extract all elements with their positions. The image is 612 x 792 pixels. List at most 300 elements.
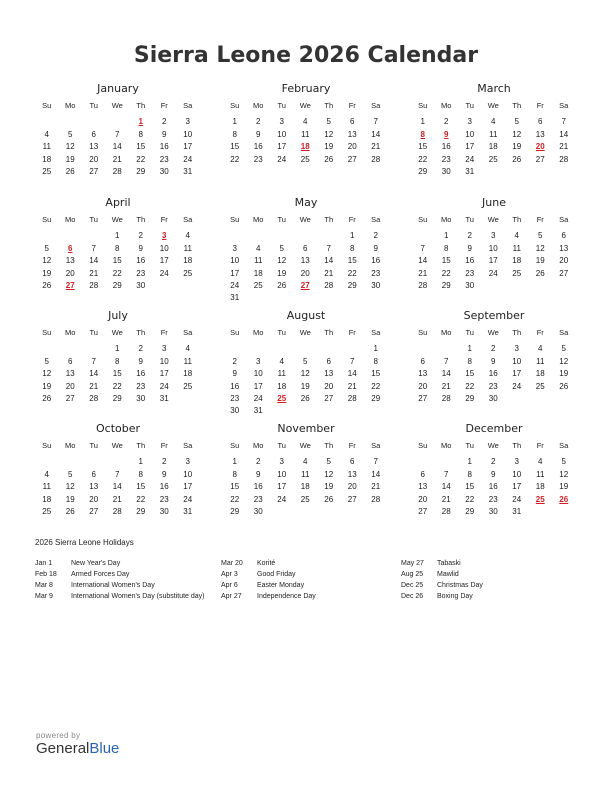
day-cell: 27 [418, 393, 428, 403]
empty-day-cell [247, 230, 271, 242]
day-cell: 16 [371, 256, 381, 266]
day-cell: 31 [253, 406, 263, 416]
empty-day-cell [35, 116, 59, 128]
empty-day-cell [505, 393, 529, 405]
empty-day-cell [106, 456, 130, 468]
week-row [35, 268, 201, 280]
day-cell: 5 [561, 344, 566, 354]
day-cell: 19 [535, 256, 545, 266]
holiday-name: Easter Monday [257, 582, 305, 589]
holiday-item [401, 591, 581, 602]
week-row [411, 506, 577, 518]
day-cell: 27 [89, 506, 99, 516]
week-row [35, 356, 201, 368]
day-cell: 12 [512, 129, 522, 139]
day-cell: 23 [159, 154, 169, 164]
day-cell: 15 [230, 142, 240, 152]
day-cell: 9 [232, 369, 237, 379]
day-cell: 13 [347, 469, 357, 479]
day-cell: 3 [185, 117, 190, 127]
day-cell: 31 [230, 293, 240, 303]
holiday-date: Mar 8 [35, 582, 53, 589]
day-cell: 22 [112, 268, 122, 278]
day-cell: 17 [277, 482, 287, 492]
day-cell: 30 [465, 280, 475, 290]
week-row [35, 393, 201, 405]
day-cell: 3 [279, 457, 284, 467]
day-cell: 7 [115, 469, 120, 479]
holiday-column [221, 558, 401, 602]
month-september [411, 309, 577, 405]
day-cell: 6 [350, 457, 355, 467]
day-cell: 26 [65, 166, 75, 176]
day-cell: 17 [253, 381, 263, 391]
day-cell: 14 [441, 369, 451, 379]
week-row [411, 381, 577, 393]
empty-day-cell [82, 343, 106, 355]
day-cell: 18 [253, 268, 263, 278]
week-row [223, 129, 389, 141]
day-cell: 13 [347, 129, 357, 139]
week-row [411, 481, 577, 493]
day-cell: 28 [441, 506, 451, 516]
week-row [35, 494, 201, 506]
weekday-label: Tu [465, 215, 474, 224]
day-cell: 23 [465, 268, 475, 278]
weekday-label: Su [42, 328, 52, 337]
day-cell: 2 [162, 117, 167, 127]
day-cell: 26 [535, 268, 545, 278]
weekday-label: Fr [160, 441, 168, 450]
weekday-label: Sa [371, 215, 381, 224]
weekday-label: Fr [536, 441, 544, 450]
day-cell: 4 [44, 129, 49, 139]
weekday-label: Su [418, 441, 428, 450]
day-cell: 19 [300, 381, 310, 391]
holiday-date: Dec 25 [401, 582, 424, 589]
day-cell: 22 [418, 154, 428, 164]
day-cell: 21 [371, 142, 381, 152]
day-cell: 16 [230, 381, 240, 391]
holiday-date: Apr 6 [221, 582, 238, 589]
brand-logo [36, 740, 119, 758]
day-cell: 21 [371, 482, 381, 492]
weekday-label: Mo [441, 328, 452, 337]
day-cell: 22 [465, 381, 475, 391]
month-name: March [477, 82, 511, 95]
weekday-label: Su [230, 101, 240, 110]
month-june [411, 196, 577, 292]
empty-day-cell [223, 230, 247, 242]
day-cell: 4 [185, 344, 190, 354]
day-cell: 4 [256, 243, 261, 253]
day-cell: 29 [418, 166, 428, 176]
week-row [35, 456, 201, 468]
day-cell: 19 [559, 369, 569, 379]
empty-day-cell [153, 280, 177, 292]
weekday-label: Mo [65, 215, 76, 224]
day-cell: 26 [277, 280, 287, 290]
day-cell: 24 [159, 381, 169, 391]
day-cell: 4 [303, 457, 308, 467]
holiday-item [221, 558, 401, 569]
day-cell: 27 [418, 506, 428, 516]
week-row [223, 393, 389, 405]
day-cell: 7 [91, 356, 96, 366]
day-cell: 5 [326, 457, 331, 467]
day-cell: 3 [185, 457, 190, 467]
day-cell: 16 [253, 142, 263, 152]
week-row [411, 393, 577, 405]
day-cell: 21 [89, 381, 99, 391]
empty-day-cell [82, 230, 106, 242]
weekday-label: Mo [65, 441, 76, 450]
day-cell: 2 [138, 231, 143, 241]
week-row [223, 469, 389, 481]
day-cell: 8 [350, 243, 355, 253]
week-row [223, 280, 389, 292]
weekday-label: Fr [348, 215, 356, 224]
day-cell: 8 [115, 243, 120, 253]
day-cell: 3 [279, 117, 284, 127]
day-cell: 1 [373, 344, 378, 354]
weekday-header-row [35, 100, 201, 112]
empty-day-cell [270, 343, 294, 355]
day-cell: 23 [136, 268, 146, 278]
weekday-label: We [299, 328, 311, 337]
day-cell: 17 [159, 369, 169, 379]
week-row [411, 368, 577, 380]
day-cell: 14 [89, 256, 99, 266]
week-row [411, 343, 577, 355]
week-row [223, 356, 389, 368]
day-cell: 2 [491, 457, 496, 467]
day-cell: 21 [441, 381, 451, 391]
day-cell: 1 [232, 117, 237, 127]
day-cell: 8 [444, 243, 449, 253]
page-title: Sierra Leone 2026 Calendar [133, 43, 479, 68]
day-cell: 12 [65, 142, 75, 152]
day-cell: 3 [467, 117, 472, 127]
day-cell: 24 [465, 154, 475, 164]
day-cell: 12 [42, 369, 52, 379]
day-cell: 31 [183, 506, 193, 516]
month-november [223, 422, 389, 518]
day-cell: 21 [441, 494, 451, 504]
weekday-label: We [487, 215, 499, 224]
day-cell: 12 [65, 482, 75, 492]
day-cell: 1 [350, 231, 355, 241]
day-cell: 25 [183, 268, 193, 278]
week-row [223, 268, 389, 280]
empty-day-cell [529, 166, 553, 178]
weekday-label: Sa [559, 215, 569, 224]
week-row [223, 368, 389, 380]
week-row [411, 494, 577, 506]
weekday-label: Tu [89, 328, 98, 337]
day-cell: 8 [138, 469, 143, 479]
empty-day-cell [247, 343, 271, 355]
day-cell: 30 [488, 393, 498, 403]
weekday-label: Su [230, 215, 240, 224]
week-row [35, 230, 201, 242]
day-cell: 28 [371, 494, 381, 504]
day-cell: 28 [418, 280, 428, 290]
weekday-label: We [487, 101, 499, 110]
month-name: December [465, 422, 523, 435]
day-cell: 28 [89, 280, 99, 290]
day-cell: 30 [253, 506, 263, 516]
day-cell: 17 [183, 482, 193, 492]
weekday-label: Fr [160, 101, 168, 110]
weekday-label: Sa [559, 328, 569, 337]
day-cell: 12 [324, 129, 334, 139]
day-cell: 20 [347, 142, 357, 152]
day-cell: 14 [441, 482, 451, 492]
weekday-header-row [223, 214, 389, 226]
weekday-label: Tu [277, 101, 286, 110]
weekday-label: Tu [277, 441, 286, 450]
day-cell: 20 [418, 381, 428, 391]
empty-day-cell [341, 343, 365, 355]
day-cell: 15 [136, 142, 146, 152]
week-row [411, 255, 577, 267]
day-cell: 19 [42, 381, 52, 391]
day-cell: 24 [230, 280, 240, 290]
day-cell: 23 [136, 381, 146, 391]
day-cell: 20 [65, 381, 75, 391]
week-row [223, 255, 389, 267]
empty-day-cell [482, 280, 506, 292]
day-cell: 8 [232, 469, 237, 479]
day-cell: 8 [373, 356, 378, 366]
day-cell: 7 [420, 243, 425, 253]
day-cell: 22 [347, 268, 357, 278]
weekday-label: Su [418, 215, 428, 224]
holiday-day-cell: 8 [420, 129, 425, 139]
day-cell: 14 [371, 469, 381, 479]
empty-day-cell [341, 405, 365, 417]
empty-day-cell [35, 456, 59, 468]
weekday-header-row [223, 327, 389, 339]
day-cell: 29 [465, 506, 475, 516]
day-cell: 14 [324, 256, 334, 266]
empty-day-cell [294, 405, 318, 417]
empty-day-cell [294, 292, 318, 304]
day-cell: 3 [514, 457, 519, 467]
day-cell: 31 [512, 506, 522, 516]
weekday-label: Th [512, 101, 522, 110]
week-row [35, 129, 201, 141]
day-cell: 19 [65, 494, 75, 504]
weekday-header-row [35, 214, 201, 226]
weekday-label: Fr [348, 441, 356, 450]
day-cell: 11 [183, 243, 192, 253]
weekday-label: Th [136, 441, 146, 450]
day-cell: 11 [536, 356, 545, 366]
empty-day-cell [270, 506, 294, 518]
empty-day-cell [411, 456, 435, 468]
day-cell: 9 [138, 243, 143, 253]
day-cell: 9 [491, 469, 496, 479]
weekday-label: Su [230, 328, 240, 337]
day-cell: 6 [68, 356, 73, 366]
day-cell: 1 [138, 457, 143, 467]
day-cell: 28 [112, 166, 122, 176]
day-cell: 16 [136, 256, 146, 266]
day-cell: 10 [183, 129, 193, 139]
day-cell: 13 [418, 369, 428, 379]
weekday-label: Fr [536, 215, 544, 224]
day-cell: 2 [444, 117, 449, 127]
day-cell: 16 [136, 369, 146, 379]
day-cell: 18 [512, 256, 522, 266]
day-cell: 24 [512, 381, 522, 391]
weekday-label: Sa [371, 101, 381, 110]
day-cell: 16 [159, 142, 169, 152]
day-cell: 26 [42, 280, 52, 290]
day-cell: 2 [138, 344, 143, 354]
empty-day-cell [223, 343, 247, 355]
day-cell: 11 [512, 243, 521, 253]
day-cell: 16 [159, 482, 169, 492]
holiday-item [35, 569, 215, 580]
weekday-header-row [411, 100, 577, 112]
empty-day-cell [270, 405, 294, 417]
empty-day-cell [176, 393, 200, 405]
day-cell: 3 [256, 356, 261, 366]
day-cell: 16 [441, 142, 451, 152]
weekday-label: Mo [441, 101, 452, 110]
day-cell: 16 [465, 256, 475, 266]
day-cell: 12 [277, 256, 287, 266]
day-cell: 20 [300, 268, 310, 278]
day-cell: 17 [512, 369, 522, 379]
day-cell: 5 [303, 356, 308, 366]
day-cell: 13 [535, 129, 545, 139]
month-name: April [105, 196, 131, 209]
weekday-header-row [411, 440, 577, 452]
month-name: September [463, 309, 525, 322]
holiday-day-cell: 27 [65, 280, 75, 290]
day-cell: 30 [159, 506, 169, 516]
day-cell: 24 [512, 494, 522, 504]
weekday-label: Sa [183, 441, 193, 450]
weekday-label: We [111, 101, 123, 110]
empty-day-cell [59, 343, 83, 355]
day-cell: 6 [91, 129, 96, 139]
weekday-header-row [411, 214, 577, 226]
month-october [35, 422, 201, 518]
day-cell: 30 [136, 393, 146, 403]
holiday-item [401, 558, 581, 569]
day-cell: 3 [491, 231, 496, 241]
day-cell: 18 [300, 482, 310, 492]
day-cell: 6 [350, 117, 355, 127]
holiday-day-cell: 20 [535, 142, 545, 152]
day-cell: 22 [465, 494, 475, 504]
week-row [35, 368, 201, 380]
day-cell: 28 [324, 280, 334, 290]
week-row [411, 141, 577, 153]
day-cell: 7 [91, 243, 96, 253]
holiday-date: Jan 1 [35, 560, 53, 567]
day-cell: 7 [373, 117, 378, 127]
empty-day-cell [270, 230, 294, 242]
day-cell: 6 [326, 356, 331, 366]
holiday-item [401, 580, 581, 591]
day-cell: 21 [418, 268, 428, 278]
holiday-name: Mawlid [437, 571, 459, 578]
empty-day-cell [552, 506, 576, 518]
day-cell: 20 [418, 494, 428, 504]
weekday-header-row [223, 100, 389, 112]
day-cell: 5 [44, 243, 49, 253]
holiday-item [221, 580, 401, 591]
weekday-label: Sa [371, 441, 381, 450]
day-cell: 25 [42, 166, 52, 176]
day-cell: 20 [89, 494, 99, 504]
week-row [35, 141, 201, 153]
holiday-item [221, 569, 401, 580]
day-cell: 2 [256, 117, 261, 127]
day-cell: 28 [347, 393, 357, 403]
day-cell: 23 [488, 381, 498, 391]
weekday-label: Th [324, 215, 334, 224]
day-cell: 23 [371, 268, 381, 278]
day-cell: 14 [89, 369, 99, 379]
day-cell: 22 [230, 494, 240, 504]
week-row [35, 481, 201, 493]
day-cell: 17 [512, 482, 522, 492]
empty-day-cell [552, 166, 576, 178]
day-cell: 5 [68, 469, 73, 479]
empty-day-cell [552, 280, 576, 292]
weekday-label: We [111, 441, 123, 450]
holiday-item [35, 558, 215, 569]
day-cell: 29 [136, 506, 146, 516]
day-cell: 10 [277, 469, 287, 479]
weekday-header-row [223, 440, 389, 452]
week-row [223, 343, 389, 355]
holiday-column [35, 558, 215, 602]
day-cell: 15 [347, 256, 357, 266]
day-cell: 3 [514, 344, 519, 354]
weekday-label: Su [42, 101, 52, 110]
week-row [223, 243, 389, 255]
holiday-day-cell: 25 [277, 393, 287, 403]
empty-day-cell [435, 343, 459, 355]
weekday-label: Mo [253, 215, 264, 224]
empty-day-cell [411, 230, 435, 242]
day-cell: 25 [253, 280, 263, 290]
day-cell: 11 [42, 482, 51, 492]
empty-day-cell [294, 230, 318, 242]
empty-day-cell [59, 456, 83, 468]
week-row [411, 469, 577, 481]
empty-day-cell [317, 405, 341, 417]
day-cell: 7 [561, 117, 566, 127]
empty-day-cell [59, 230, 83, 242]
weekday-label: Th [512, 215, 522, 224]
day-cell: 30 [488, 506, 498, 516]
weekday-label: Th [512, 441, 522, 450]
day-cell: 9 [138, 356, 143, 366]
day-cell: 28 [371, 154, 381, 164]
week-row [411, 356, 577, 368]
holiday-column [401, 558, 581, 602]
holiday-date: Dec 26 [401, 593, 424, 600]
